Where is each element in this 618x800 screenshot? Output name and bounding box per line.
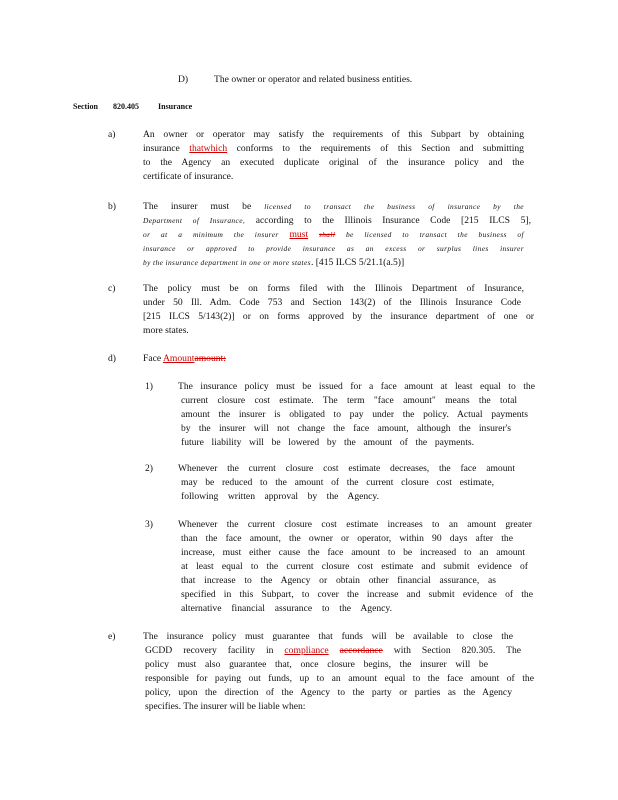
subsection-c-line-4: more states. (143, 325, 189, 336)
item-d2-line: Whenever the current closure cost estimate decreases, the face amount (178, 463, 515, 474)
item-d3-line: specified in this Subpart, to cover the increase and submit evidence of the (181, 589, 533, 600)
subsection-b-line-4: insurance or approved to provide insurance as an excess or surplus lines insurer (143, 244, 524, 253)
item-label-d3: 3) (145, 519, 153, 530)
subsection-label-c: c) (108, 283, 116, 294)
subsection-a-line-1: An owner or operator may satisfy the requirements of this Subpart by obtaining (143, 129, 524, 140)
subsection-e-line-5: policy, upon the direction of the Agency to the party or parties as the Agency (145, 687, 512, 698)
subsection-b-line-2: Department of Insurance, according to the Illinois Insurance Code [215 ILCS 5], (143, 215, 531, 226)
subsection-c-line-2: under 50 Ill. Adm. Code 753 and Section 143(2) of the Illinois Insurance Code (143, 297, 521, 308)
subsection-label-a: a) (108, 129, 116, 140)
item-d1-line: amount the insurer is obligated to pay under the policy. Actual payments (181, 409, 528, 420)
item-d2-line: may be reduced to the amount of the current closure cost estimate, (181, 477, 494, 488)
deletion-mark: accordance (339, 645, 383, 656)
subsection-a-line-2: insurance thatwhich conforms to the requirements of this Section and submitting (143, 143, 524, 154)
subsection-e-line-2: GCDD recovery facility in compliance accordance with Section 820.305. The (145, 645, 521, 656)
deletion-mark: shall (318, 230, 336, 239)
item-label-d2: 2) (145, 463, 153, 474)
item-D-text: The owner or operator and related business entities. (214, 74, 413, 85)
subsection-c-line-1: The policy must be on forms filed with the Illinois Department of Insurance, (143, 283, 524, 294)
subsection-b-line-5: by the insurance department in one or more states. [415 ILCS 5/21.1(a.5)] (143, 257, 405, 268)
subsection-a-line-3: to the Agency an executed duplicate original of the insurance policy and the (143, 157, 524, 168)
subsection-e-line-3: policy must also guarantee that, once closure begins, the insurer will be (145, 659, 488, 670)
subsection-label-d: d) (108, 353, 116, 364)
subsection-e-line-1: The insurance policy must guarantee that funds will be available to close the (143, 631, 513, 642)
section-number: 820.405 (113, 102, 139, 111)
insertion-mark: Amount (162, 353, 195, 364)
item-d1-line: current closure cost estimate. The term "face amount" means the total (181, 395, 517, 406)
item-d3-line: Whenever the current closure cost estimate increases to an amount greater (178, 519, 532, 530)
subsection-d-heading: Face Amountamount: (143, 353, 226, 364)
item-d3-line: than the face amount, the owner or operator, within 90 days after the (181, 533, 513, 544)
section-word: Section (73, 102, 98, 111)
deletion-mark: amount: (194, 353, 226, 364)
insertion-mark: must (289, 229, 309, 240)
item-d3-line: alternative financial assurance to the Agency. (181, 603, 392, 614)
item-d1-line: The insurance policy must be issued for a face amount at least equal to the (178, 381, 535, 392)
subsection-a-line-4: certificate of insurance. (143, 171, 234, 182)
insertion-mark: compliance (284, 645, 329, 656)
item-d2-line: following written approval by the Agency. (181, 491, 379, 502)
item-d3-line: increase, must either cause the face amount to be increased to an amount (181, 547, 525, 558)
item-d3-line: that increase to the Agency or obtain other financial assurance, as (181, 575, 496, 586)
item-label-d1: 1) (145, 381, 153, 392)
subsection-b-line-1: The insurer must be licensed to transact the business of insurance by the (143, 201, 524, 212)
subsection-c-line-3: [215 ILCS 5/143(2)] or on forms approved by the insurance department of one or (143, 311, 534, 322)
subsection-label-b: b) (108, 201, 116, 212)
item-label-D: D) (178, 74, 189, 85)
subsection-b-line-3: or at a minimum the insurer must shall be licensed to transact the business of (143, 229, 524, 240)
item-d3-line: at least equal to the current closure cost estimate and submit evidence of (181, 561, 528, 572)
item-d1-line: by the insurer will not change the face amount, although the insurer's (181, 423, 511, 434)
item-d1-line: future liability will be lowered by the amount of the payments. (181, 437, 474, 448)
section-title: Insurance (158, 102, 193, 111)
subsection-e-line-4: responsible for paying out funds, up to an amount equal to the face amount of the (145, 673, 534, 684)
subsection-e-line-6: specifies. The insurer will be liable when: (145, 701, 306, 712)
insertion-mark: thatwhich (189, 143, 228, 154)
subsection-label-e: e) (108, 631, 116, 642)
